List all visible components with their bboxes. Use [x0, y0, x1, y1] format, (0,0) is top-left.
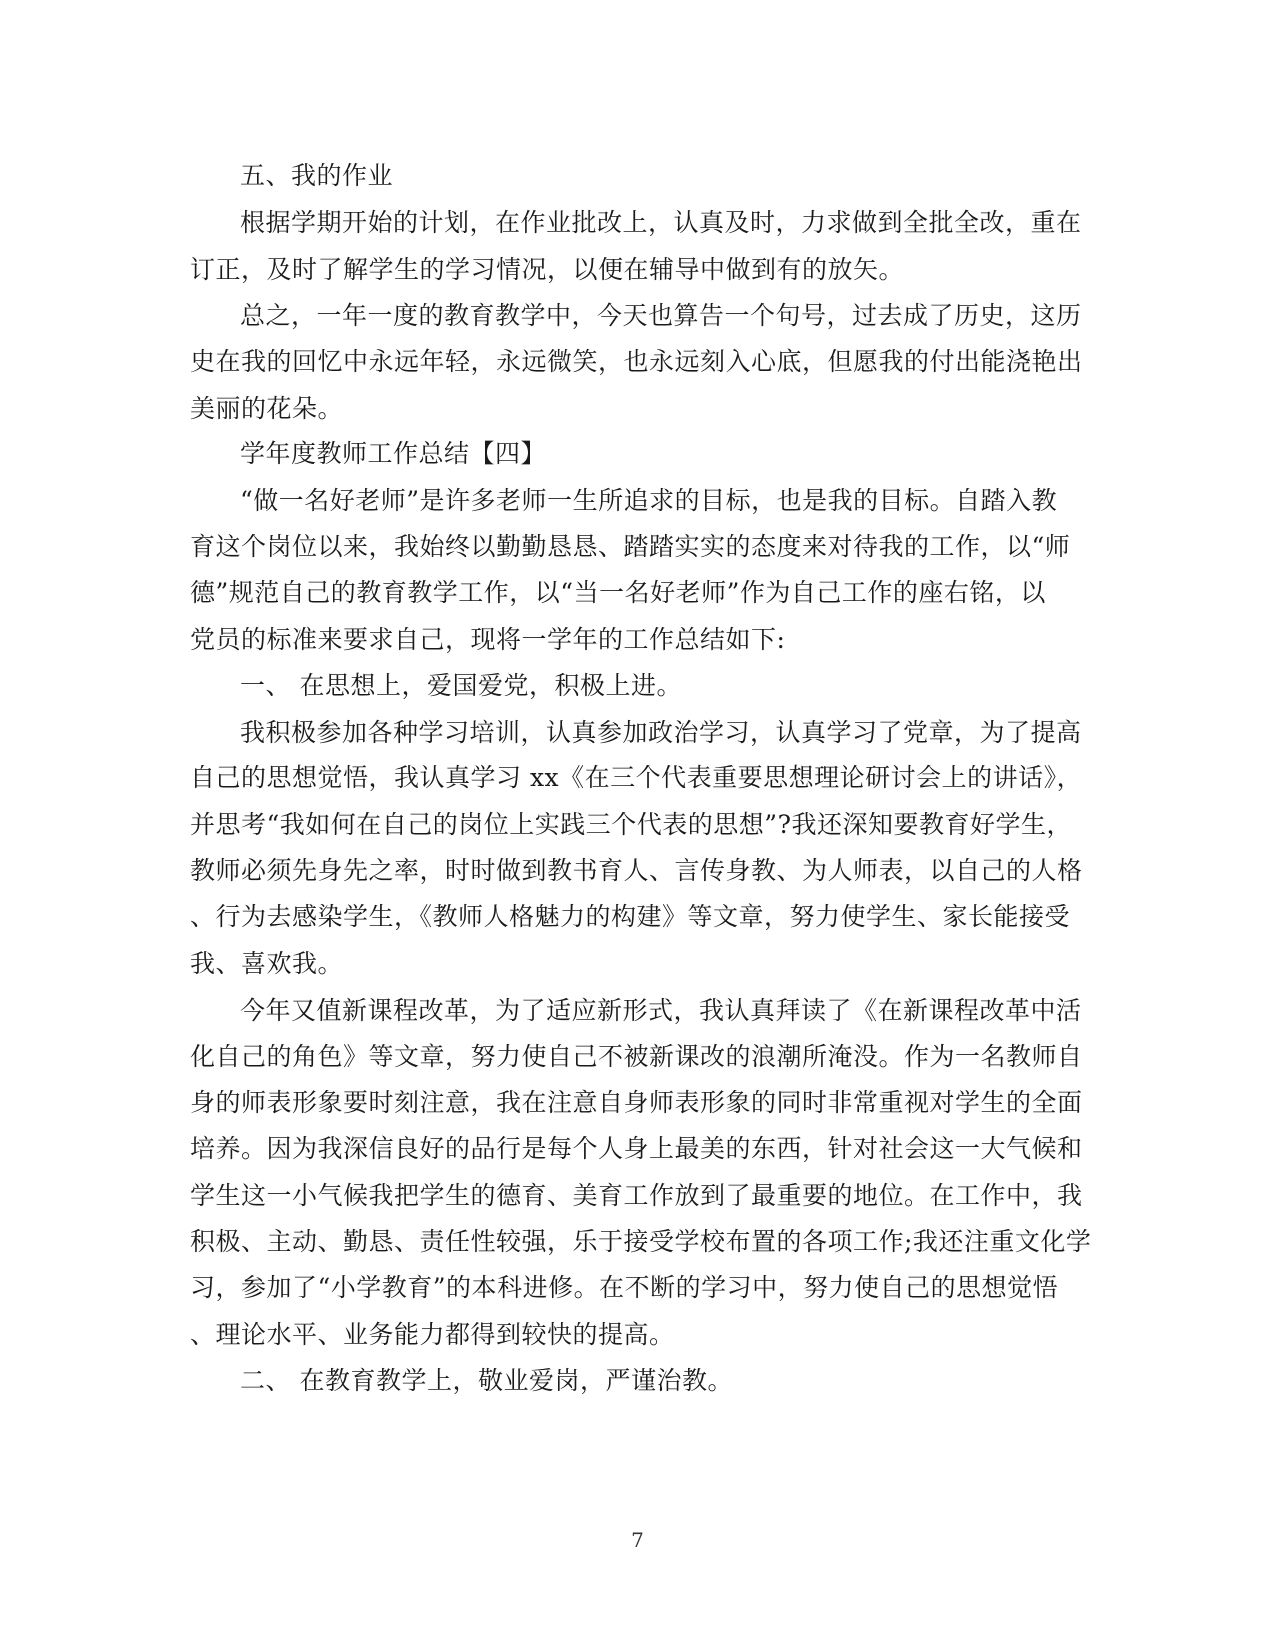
- paragraph-line: 育这个岗位以来，我始终以勤勤恳恳、踏踏实实的态度来对待我的工作，以“师: [190, 532, 1071, 561]
- paragraph-line: 党员的标准来要求自己，现将一学年的工作总结如下:: [190, 625, 786, 654]
- paragraph-line: 订正，及时了解学生的学习情况，以便在辅导中做到有的放矢。: [190, 255, 905, 284]
- paragraph-line: 并思考“我如何在自己的岗位上实践三个代表的思想”?我还深知要教育好学生，: [190, 810, 1072, 839]
- paragraph-line: 德”规范自己的教育教学工作，以“当一名好老师”作为自己工作的座右铭，以: [190, 578, 1046, 607]
- paragraph-line: 根据学期开始的计划，在作业批改上，认真及时，力求做到全批全改，重在: [240, 208, 1082, 237]
- paragraph-line: 培养。因为我深信良好的品行是每个人身上最美的东西，针对社会这一大气候和: [190, 1134, 1083, 1163]
- section-heading: 一、 在思想上，爱国爱党，积极上进。: [240, 671, 682, 700]
- paragraph-line: 自己的思想觉悟，我认真学习 xx《在三个代表重要思想理论研讨会上的讲话》，: [190, 763, 1083, 792]
- paragraph-line: 学生这一小气候我把学生的德育、美育工作放到了最重要的地位。在工作中，我: [190, 1181, 1083, 1210]
- section-heading: 二、 在教育教学上，敬业爱岗，严谨治教。: [240, 1366, 733, 1395]
- paragraph-line: 我积极参加各种学习培训，认真参加政治学习，认真学习了党章，为了提高: [240, 718, 1082, 747]
- paragraph-line: 、理论水平、业务能力都得到较快的提高。: [190, 1320, 675, 1349]
- paragraph-line: 今年又值新课程改革，为了适应新形式，我认真拜读了《在新课程改革中活: [240, 996, 1082, 1025]
- paragraph-line: 积极、主动、勤恳、责任性较强，乐于接受学校布置的各项工作;我还注重文化学: [190, 1227, 1092, 1256]
- paragraph-line: 教师必须先身先之率，时时做到教书育人、言传身教、为人师表，以自己的人格: [190, 856, 1083, 885]
- paragraph-line: 化自己的角色》等文章，努力使自己不被新课改的浪潮所淹没。作为一名教师自: [190, 1042, 1083, 1071]
- paragraph-line: 我、喜欢我。: [190, 949, 344, 978]
- paragraph-line: 总之，一年一度的教育教学中，今天也算告一个句号，过去成了历史，这历: [240, 301, 1082, 330]
- paragraph-line: 身的师表形象要时刻注意，我在注意自身师表形象的同时非常重视对学生的全面: [190, 1088, 1083, 1117]
- paragraph-line: 、行为去感染学生，《教师人格魅力的构建》等文章，努力使学生、家长能接受: [190, 902, 1071, 931]
- paragraph-line: 习，参加了“小学教育”的本科进修。在不断的学习中，努力使自己的思想觉悟: [190, 1273, 1059, 1302]
- section-heading: 五、我的作业: [240, 161, 394, 190]
- paragraph-line: 美丽的花朵。: [190, 394, 344, 423]
- section-heading: 学年度教师工作总结【四】: [240, 439, 547, 468]
- page-number: 7: [631, 1528, 644, 1552]
- paragraph-line: 史在我的回忆中永远年轻，永远微笑，也永远刻入心底，但愿我的付出能浇艳出: [190, 347, 1083, 376]
- paragraph-line: “做一名好老师”是许多老师一生所追求的目标，也是我的目标。自踏入教: [240, 486, 1058, 515]
